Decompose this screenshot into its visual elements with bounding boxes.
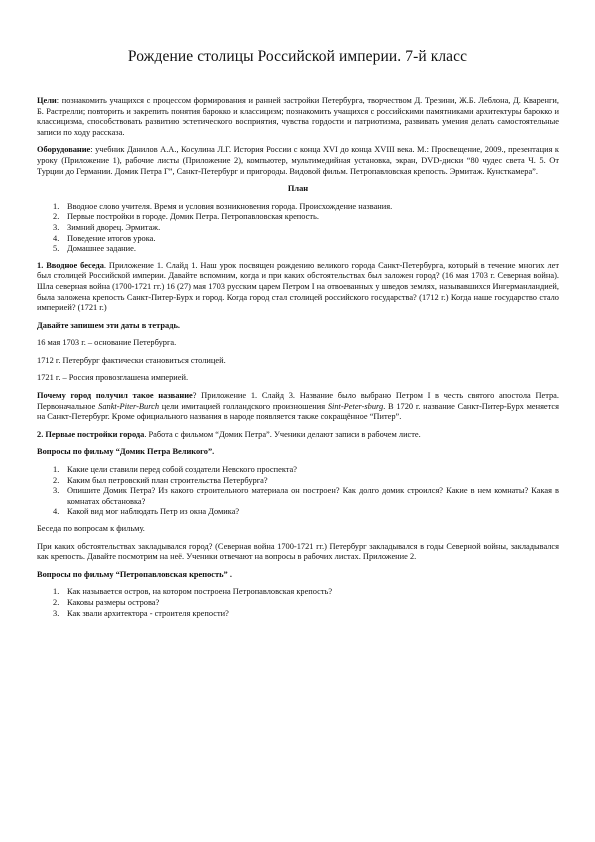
list-item: 1. Вводное слово учителя. Время и условия возникновения города. Происхождение названия. (53, 201, 393, 211)
list-item: 2. Каким был петровский план строительства Петербурга? (53, 475, 268, 485)
equipment-paragraph (37, 145, 559, 177)
goals-paragraph (37, 96, 559, 138)
list-item: 1. Как называется остров, на котором построена Петропавловская крепость? (53, 587, 333, 597)
date-line: 1721 г. – Россия провозглашена империей. (37, 373, 189, 383)
goals-text: : познакомить учащихся с процессом формирования и ранней застройки Петербурга, творчеством Д. Трезини, Ж.Б. Леблона, Д. Кваренги, Б. Растрелли; повторить и закрепить понятия барокко и классицизм; познакомить учащихся с российскими памятниками архитектуры барокко и классицизма, способствовать развитию эстетического восприятия, чувства гордости и патриотизма, развивать умения делать самостоятельные записи по ходу рассказа. (37, 96, 559, 137)
list-item: 3. Как звали архитектора - строителя крепости? (53, 608, 229, 618)
section1-label: 1. Вводное беседа (37, 260, 104, 270)
plan-heading: План (287, 184, 309, 194)
list-item: 3. Опишите Домик Петра? Из какого строительного материала он построен? Как долго домик строился? Какие в нем комнаты? Какая в комнатах обстановка? (53, 486, 559, 506)
list-item: 3. Зимний дворец. Эрмитаж. (53, 222, 161, 232)
section2-label: 2. Первые постройки города (37, 429, 145, 439)
list-item: 5. Домашнее задание. (53, 244, 136, 254)
film1-questions (37, 465, 559, 518)
date-line: 1712 г. Петербург фактически становиться столицей. (37, 355, 226, 365)
discussion-line: Беседа по вопросам к фильму. (37, 524, 145, 533)
section1-paragraph: 1. Вводное беседа. Приложение 1. Слайд 1. Наш урок посвящен рождению великого города Санкт-Петербурга, который в течение многих лет был столицей Российской империи. Давайте вспомним, когда и при каких обстоятельствах был заложен город? (16 мая 1703 г. Северная война). Шла северная война (1700-1721 гг.) 16 (27) мая 1703 русским царем Петром I на отвоеванных у шведов землях, называвшихся Ингерманландией, была заложена крепость Санкт-Питер-Бурх и город. Когда город стал столицей российского государства? (1712 г.) Когда наше государство стало империей? (1721 г.) (37, 260, 559, 313)
list-item: 4. Поведение итогов урока. (53, 233, 156, 243)
section2-paragraph: 2. Первые постройки города. Работа с фильмом “Домик Петра”. Ученики делают записи в рабочем листе. (37, 429, 421, 439)
date-line: 16 мая 1703 г. – основание Петербурга. (37, 338, 177, 348)
list-item: 1. Какие цели ставили перед собой создатели Невского проспекта? (53, 465, 297, 475)
name-origin-paragraph: Почему город получил такое название? Приложение 1. Слайд 3. Название было выбрано Петром I в честь святого апостола Петра. Первоначальное Sankt-Piter-Burch цели имитацией голландского произношения Sint-Peter-sburg. В 1720 г. название Санкт-Питер-Бурх меняется на Санкт-Петербург. Кроме официального названия в народе появляется также сокращённое “Питер”. (37, 391, 559, 422)
dates-heading: Давайте запишем эти даты в тетрадь. (37, 320, 180, 330)
page-title: Рождение столицы Российской империи. 7-й класс (127, 48, 468, 65)
film2-questions (37, 587, 559, 619)
film2-heading: Вопросы по фильму “Петропавловская крепость” . (37, 569, 232, 579)
name-origin-label: Почему город получил такое название (37, 391, 193, 401)
document-body (37, 96, 559, 625)
circumstances-paragraph: При каких обстоятельствах закладывался город? (Северная война 1700-1721 гг.) Петербург закладывался в годы Северной войны, закладывался как крепость. Давайте посмотрим на неё. Ученики отвечают на вопросы в рабочих листах. Приложение 2. (37, 541, 559, 562)
film1-heading: Вопросы по фильму “Домик Петра Великого”. (37, 447, 215, 457)
list-item: 2. Каковы размеры острова? (53, 597, 160, 607)
list-item: 4. Какой вид мог наблюдать Петр из окна Домика? (53, 507, 240, 517)
equipment-text: : учебник Данилов А.А., Косулина Л.Г. История России с конца XVI до конца XVIII века. М.: Просвещение, 2009., презентация к уроку (Приложение 1), рабочие листы (Приложение 2), компьютер, мультимедийная установка, экран, DVD-диски “80 чудес света Ч. 5. От Турции до Германии. Домик Петра Г”, Санкт-Петербург и пригороды. Видовой фильм. Петропавловская крепость. Эрмитаж. Кунсткамера”. (37, 145, 559, 176)
goals-label: Цели (37, 96, 57, 105)
equipment-label: Оборудование (37, 145, 91, 155)
list-item: 2. Первые постройки в городе. Домик Петра. Петропавловская крепость. (53, 212, 319, 222)
plan-list (37, 202, 559, 255)
